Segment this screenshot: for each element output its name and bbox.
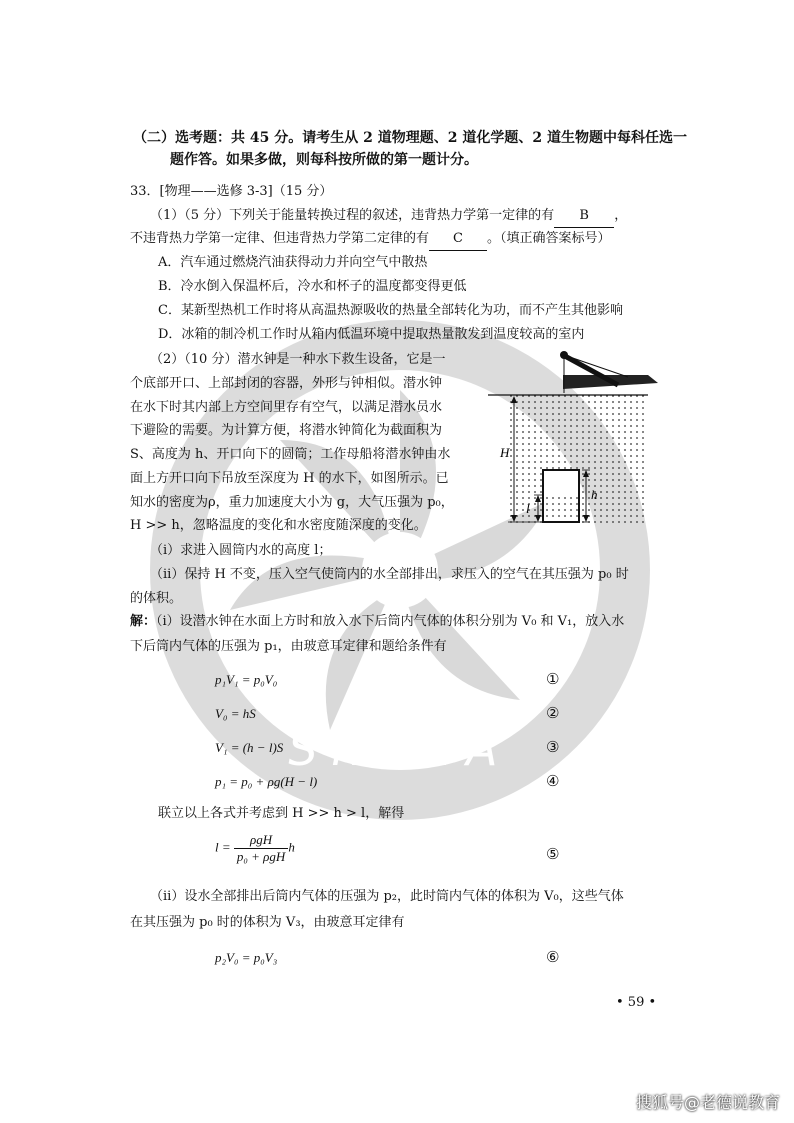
solution-line1: 解：（i）设潜水钟在水面上方时和放入水下后筒内气体的体积分别为 V₀ 和 V₁，放入水 bbox=[130, 614, 625, 629]
part2-line: S、高度为 h、开口向下的圆筒；工作母船将潜水钟由水 bbox=[130, 447, 451, 462]
equation-number-6: ⑥ bbox=[546, 948, 560, 966]
part2-line: 知水的密度为ρ，重力加速度大小为 g，大气压强为 p₀， bbox=[130, 495, 454, 510]
label-H: H bbox=[500, 445, 510, 460]
sub-question-i: （i）求进入圆筒内水的高度 l； bbox=[150, 543, 332, 558]
option-b: B．冷水倒入保温杯后，冷水和杯子的温度都变得更低 bbox=[158, 279, 467, 294]
equation-number-5: ⑤ bbox=[546, 845, 560, 863]
solution-ii-line1: （ii）设水全部排出后筒内气体的压强为 p₂，此时筒内气体的体积为 V₀，这些气体 bbox=[150, 889, 624, 904]
part2-line: 面上方开口向下吊放至深度为 H 的水下，如图所示。已 bbox=[130, 471, 449, 486]
equation-number-2: ② bbox=[546, 704, 560, 722]
equation-2: V₀ = hS bbox=[215, 706, 256, 721]
answer-blank-2: C bbox=[429, 228, 487, 251]
question-title: 33．[物理——选修 3-3]（15 分） bbox=[130, 184, 333, 199]
option-a: A．汽车通过燃烧汽油获得动力并向空气中散热 bbox=[158, 255, 428, 270]
question-part1-line1: （1）（5 分）下列关于能量转换过程的叙述，违背热力学第一定律的有 B ， bbox=[150, 205, 627, 228]
section-header-line2: 题作答。如果多做，则每科按所做的第一题计分。 bbox=[170, 152, 478, 168]
answer-blank-1: B bbox=[554, 205, 614, 228]
equation-6: p₂V₀ = p₀V₃ bbox=[215, 950, 278, 965]
section-header-line1: （二）选考题：共 45 分。请考生从 2 道物理题、2 道化学题、2 道生物题中每科任选一 bbox=[133, 130, 687, 146]
part2-line: 下避险的需要。为计算方便，将潜水钟简化为截面积为 bbox=[130, 423, 443, 438]
sub-question-ii-line2: 的体积。 bbox=[130, 591, 183, 606]
combine-line: 联立以上各式并考虑到 H >> h > l，解得 bbox=[158, 806, 405, 821]
label-h: h bbox=[591, 487, 598, 502]
option-d: D．冰箱的制冷机工作时从箱内低温环境中提取热量散发到温度较高的室内 bbox=[158, 327, 585, 342]
water-in-bell bbox=[544, 495, 578, 521]
solution-line2: 下后筒内气体的压强为 p₁，由玻意耳定律和题给条件有 bbox=[130, 639, 447, 654]
diving-bell-diagram bbox=[478, 345, 663, 535]
equation-number-3: ③ bbox=[546, 738, 560, 756]
solution-label: 解： bbox=[130, 614, 157, 629]
page-number: • 59 • bbox=[616, 995, 657, 1010]
equation-4: p₁ = p₀ + ρg(H − l) bbox=[215, 774, 318, 789]
part2-line: （2）（10 分）潜水钟是一种水下救生设备，它是一 bbox=[150, 352, 446, 367]
solution-ii-line2: 在其压强为 p₀ 时的体积为 V₃，由玻意耳定律有 bbox=[130, 915, 405, 930]
seal-text: SNEEA bbox=[288, 722, 512, 776]
label-l: l bbox=[526, 501, 530, 516]
part2-line: 个底部开口、上部封闭的容器，外形与钟相似。潜水钟 bbox=[130, 376, 443, 391]
sub-question-ii-line1: （ii）保持 H 不变，压入空气使筒内的水全部排出，求压入的空气在其压强为 p₀ 时 bbox=[150, 567, 629, 582]
part2-line: H >> h，忽略温度的变化和水密度随深度的变化。 bbox=[130, 518, 427, 533]
equation-number-4: ④ bbox=[546, 772, 560, 790]
equation-number-1: ① bbox=[546, 670, 560, 688]
result-equation: l = $\frac{\text{ρgH}}{\text{p₀ + ρgH}}$ h bbox=[215, 832, 295, 864]
footer-watermark: 搜狐号@老德说教育 bbox=[635, 1093, 780, 1112]
equation-1: p₁V₁ = p₀V₀ bbox=[215, 672, 278, 687]
question-part1-line2: 不违背热力学第一定律、但违背热力学第二定律的有 C 。（填正确答案标号） bbox=[130, 228, 611, 251]
part2-line: 在水下时其内部上方空间里存有空气，以满足潜水员水 bbox=[130, 400, 443, 415]
equation-3: V₁ = (h − l)S bbox=[215, 740, 284, 755]
option-c: C．某新型热机工作时将从高温热源吸收的热量全部转化为功，而不产生其他影响 bbox=[158, 303, 623, 318]
